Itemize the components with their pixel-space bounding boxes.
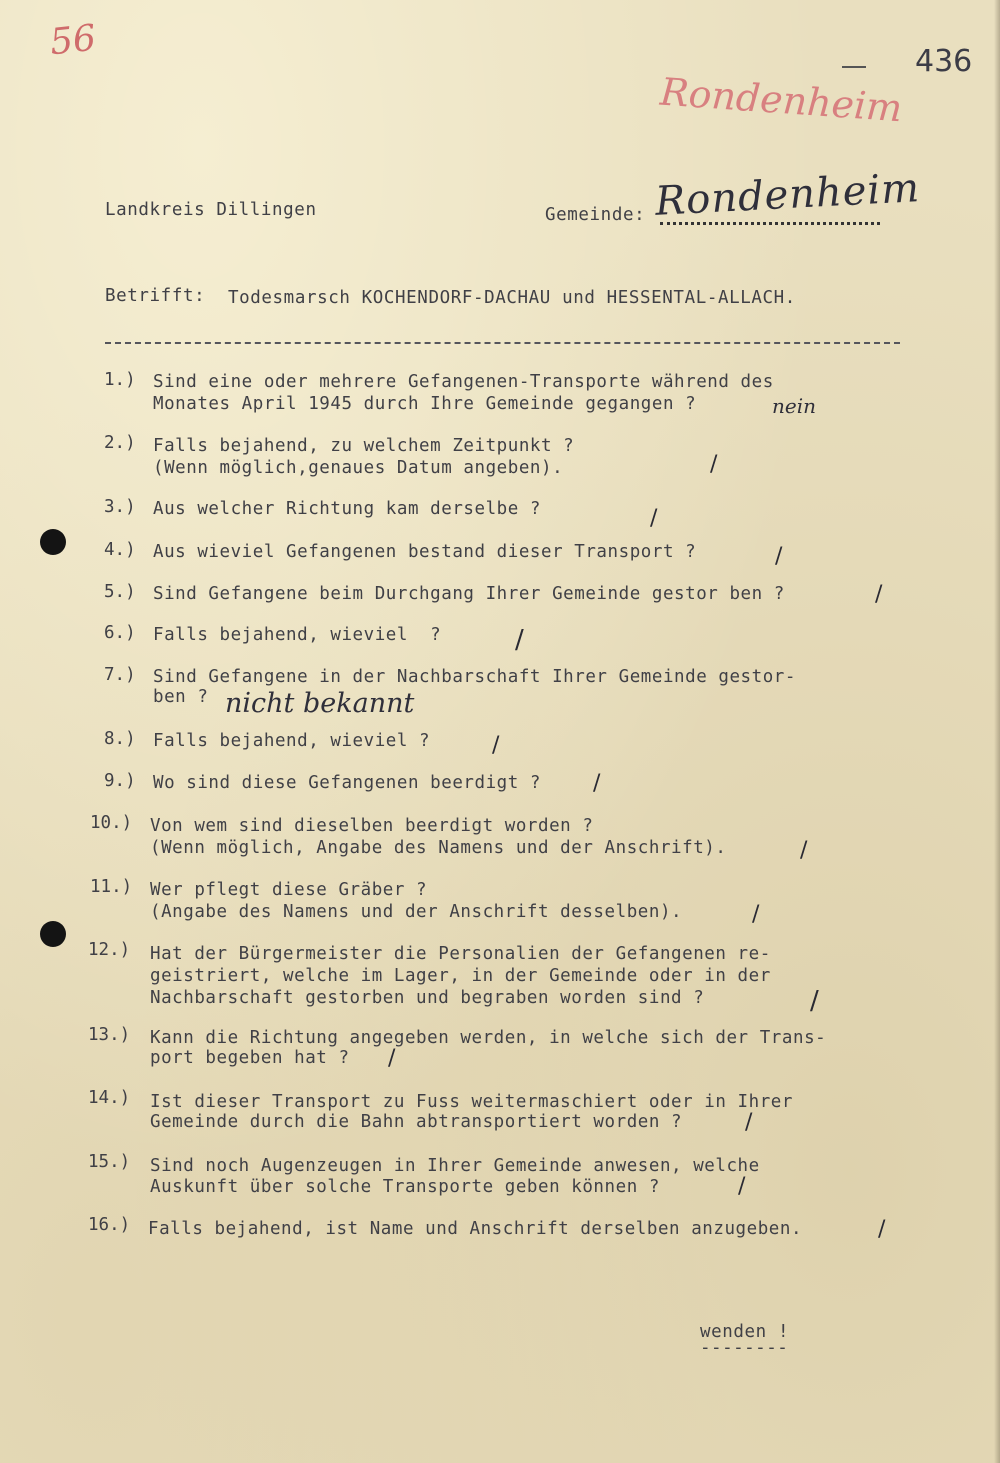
q3-line-1: Aus welcher Richtung kam derselbe ? xyxy=(153,499,542,519)
q8-number: 8.) xyxy=(104,729,136,749)
q7-line-2: ben ? xyxy=(153,687,209,707)
q2-line-1: Falls bejahend, zu welchem Zeitpunkt ? xyxy=(153,436,575,456)
q12-line-1: Hat der Bürgermeister die Personalien der Gefangenen re- xyxy=(150,944,771,964)
q4-line-1: Aus wieviel Gefangenen bestand dieser Transport ? xyxy=(153,542,697,562)
q16-answer: / xyxy=(878,1217,886,1242)
q8-answer: / xyxy=(492,733,500,758)
q3-answer: / xyxy=(650,506,658,531)
q15-answer: / xyxy=(738,1174,746,1199)
punch-hole-bottom xyxy=(40,921,66,947)
q10-number: 10.) xyxy=(90,813,133,833)
municipality-dotted-line xyxy=(660,222,880,225)
q11-line-2: (Angabe des Namens und der Anschrift desselben). xyxy=(150,902,683,922)
page-number-dash xyxy=(842,66,866,68)
q12-line-2: geistriert, welche im Lager, in der Gemeinde oder in der xyxy=(150,966,771,986)
q15-number: 15.) xyxy=(88,1152,131,1172)
q11-answer: / xyxy=(752,902,760,927)
municipality-signature: Rondenheim xyxy=(653,165,922,225)
q13-line-1: Kann die Richtung angegeben werden, in welche sich der Trans- xyxy=(150,1028,827,1048)
q8-line-1: Falls bejahend, wieviel ? xyxy=(153,731,431,751)
q5-number: 5.) xyxy=(104,582,136,602)
q9-line-1: Wo sind diese Gefangenen beerdigt ? xyxy=(153,773,542,793)
q4-answer: / xyxy=(775,544,783,569)
q2-line-2: (Wenn möglich,genaues Datum angeben). xyxy=(153,458,564,478)
q1-number: 1.) xyxy=(104,370,136,390)
q2-number: 2.) xyxy=(104,433,136,453)
q2-answer: / xyxy=(710,452,718,477)
q9-answer: / xyxy=(593,771,601,796)
q6-answer: / xyxy=(515,625,524,655)
q5-answer: / xyxy=(875,582,883,607)
q13-line-2: port begeben hat ? xyxy=(150,1048,350,1068)
subject-text: Todesmarsch KOCHENDORF-DACHAU und HESSENTAL-ALLACH. xyxy=(228,288,796,308)
q12-number: 12.) xyxy=(88,940,131,960)
municipality-label: Gemeinde: xyxy=(545,205,646,225)
q11-line-1: Wer pflegt diese Gräber ? xyxy=(150,880,428,900)
q16-line-1: Falls bejahend, ist Name und Anschrift derselben anzugeben. xyxy=(148,1219,803,1239)
page-edge xyxy=(994,0,1000,1463)
q13-answer: / xyxy=(388,1046,396,1071)
q15-line-2: Auskunft über solche Transporte geben können ? xyxy=(150,1177,660,1197)
turn-over-underline: -------- xyxy=(700,1338,789,1358)
q14-line-2: Gemeinde durch die Bahn abtransportiert worden ? xyxy=(150,1112,683,1132)
q10-answer: / xyxy=(800,838,808,863)
q12-answer: / xyxy=(810,986,819,1016)
q16-number: 16.) xyxy=(88,1215,131,1235)
q3-number: 3.) xyxy=(104,497,136,517)
turn-over-note: wenden ! xyxy=(700,1322,790,1342)
q1-answer: nein xyxy=(772,394,816,418)
subject-label: Betrifft: xyxy=(105,286,206,306)
q14-line-1: Ist dieser Transport zu Fuss weitermaschiert oder in Ihrer xyxy=(150,1092,793,1112)
q1-line-2: Monates April 1945 durch Ihre Gemeinde gegangen ? xyxy=(153,394,697,414)
pencil-place-name: Rondenheim xyxy=(658,69,904,131)
q11-number: 11.) xyxy=(90,877,133,897)
page-number: 436 xyxy=(915,44,973,79)
q15-line-1: Sind noch Augenzeugen in Ihrer Gemeinde anwesen, welche xyxy=(150,1156,760,1176)
q12-line-3: Nachbarschaft gestorben und begraben worden sind ? xyxy=(150,988,705,1008)
q6-line-1: Falls bejahend, wieviel ? xyxy=(153,625,442,645)
q1-line-1: Sind eine oder mehrere Gefangenen-Transporte während des xyxy=(153,372,774,392)
q6-number: 6.) xyxy=(104,623,136,643)
q7-answer: nicht bekannt xyxy=(225,688,415,719)
q10-line-2: (Wenn möglich, Angabe des Namens und der Anschrift). xyxy=(150,838,727,858)
q7-line-1: Sind Gefangene in der Nachbarschaft Ihrer Gemeinde gestor- xyxy=(153,667,796,687)
q9-number: 9.) xyxy=(104,771,136,791)
q14-answer: / xyxy=(745,1110,753,1135)
q4-number: 4.) xyxy=(104,540,136,560)
district-label: Landkreis Dillingen xyxy=(105,200,317,220)
dashed-divider xyxy=(105,342,900,344)
q14-number: 14.) xyxy=(88,1088,131,1108)
punch-hole-top xyxy=(40,529,66,555)
q5-line-1: Sind Gefangene beim Durchgang Ihrer Gemeinde gestor ben ? xyxy=(153,584,785,604)
q7-number: 7.) xyxy=(104,665,136,685)
q10-line-1: Von wem sind dieselben beerdigt worden ? xyxy=(150,816,594,836)
corner-note: 56 xyxy=(47,17,98,64)
q13-number: 13.) xyxy=(88,1025,131,1045)
